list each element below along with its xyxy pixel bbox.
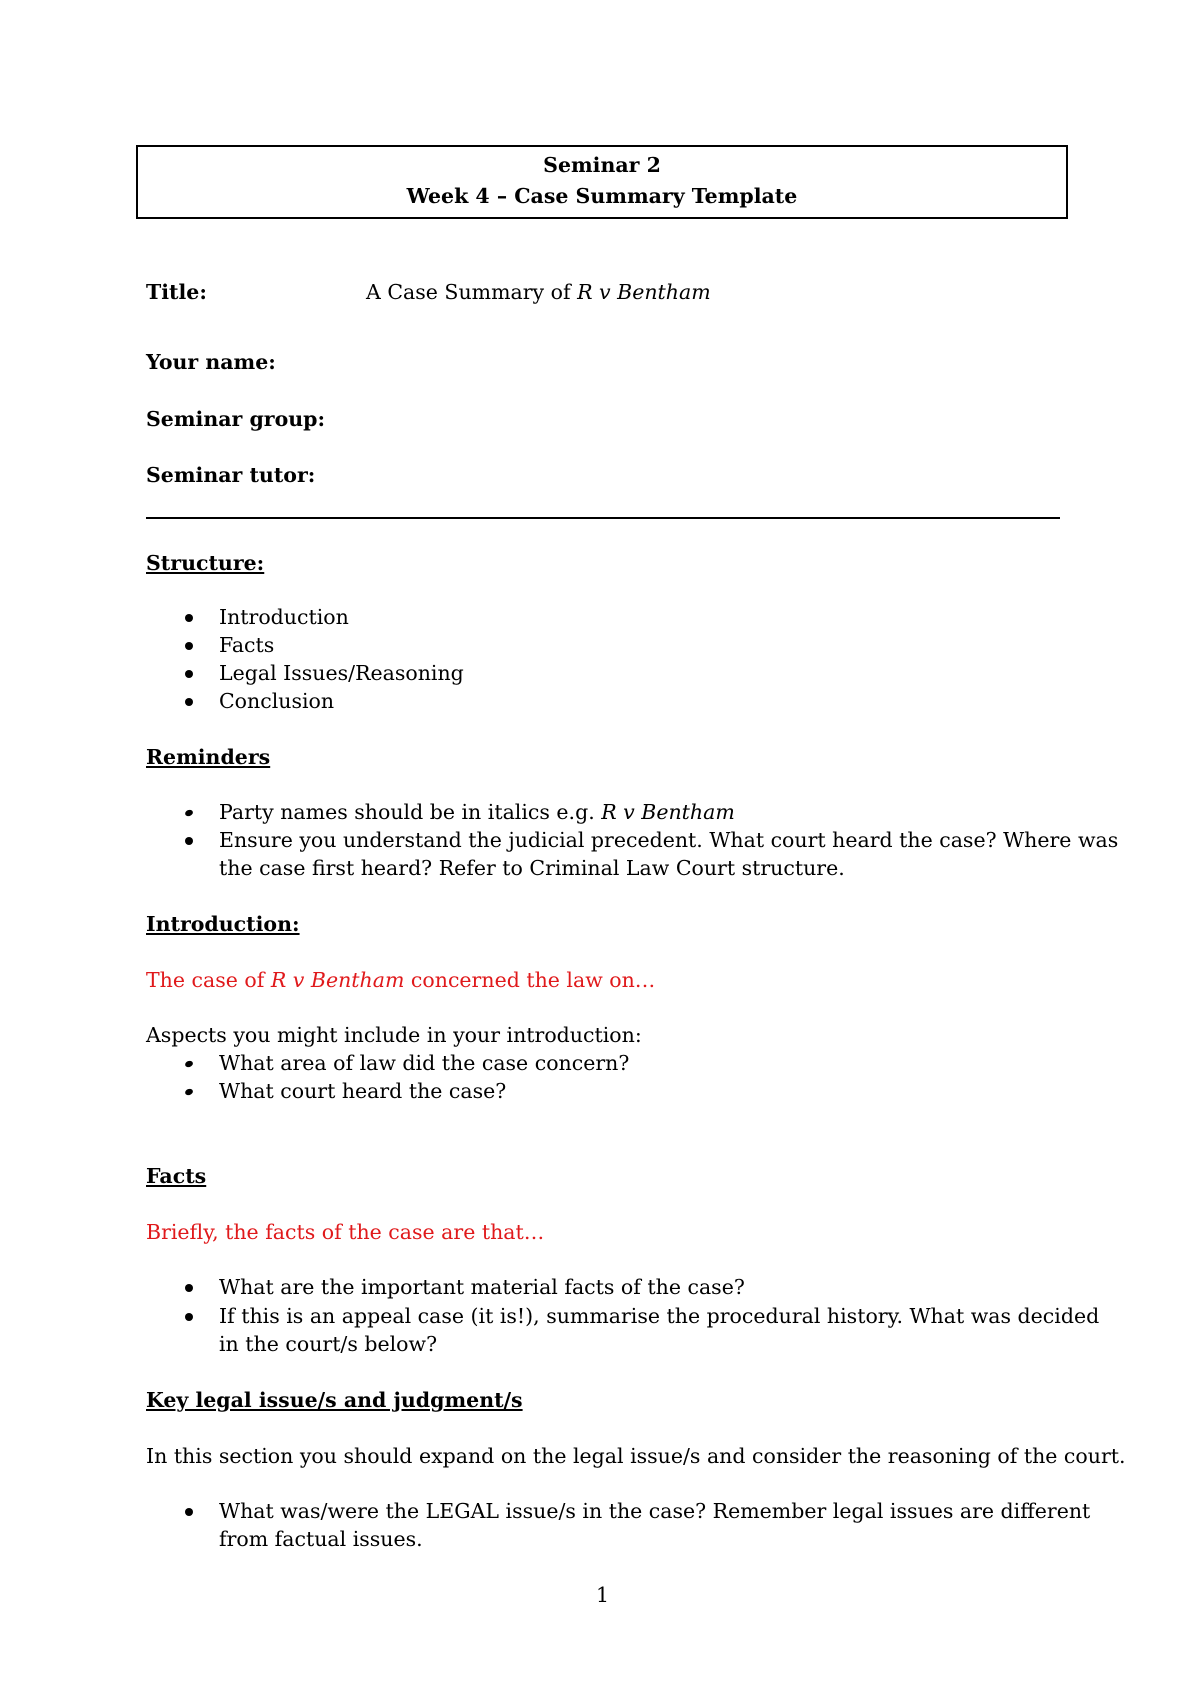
title-value [366, 280, 711, 304]
bullet-icon [185, 1284, 193, 1292]
page-number: 1 [596, 1583, 610, 1607]
structure-item-conclusion: Conclusion [219, 689, 335, 713]
introduction-prompt-prefix: The case of [146, 968, 271, 992]
your-name-label: Your name: [146, 350, 276, 374]
introduction-prompt [146, 968, 655, 992]
introduction-heading: Introduction: [146, 912, 300, 936]
bullet-icon [185, 670, 193, 678]
bullet-icon [184, 809, 194, 817]
bullet-icon [185, 1508, 193, 1516]
horizontal-rule [146, 517, 1060, 519]
structure-item-introduction: Introduction [219, 605, 349, 629]
reminder-item-precedent-line1: Ensure you understand the judicial precedent. What court heard the case? Where was [219, 828, 1119, 852]
seminar-group-label: Seminar group: [146, 407, 326, 431]
reminder-case-name: R v Bentham [601, 800, 735, 824]
reminder-item-italics [219, 800, 735, 824]
bullet-icon [185, 1313, 193, 1321]
bullet-icon [185, 642, 193, 650]
template-title: Week 4 – Case Summary Template [406, 184, 798, 208]
bullet-icon [185, 614, 193, 622]
facts-prompt: Briefly, the facts of the case are that… [146, 1220, 545, 1244]
legal-item-line2: from factual issues. [219, 1527, 423, 1551]
title-prefix: A Case Summary of [366, 280, 578, 304]
introduction-aspects: Aspects you might include in your introduction: [146, 1023, 642, 1047]
facts-item-material: What are the important material facts of the case? [219, 1275, 745, 1299]
seminar-title: Seminar 2 [543, 153, 661, 177]
title-case-name: R v Bentham [577, 280, 711, 304]
introduction-prompt-suffix: concerned the law on… [404, 968, 656, 992]
structure-item-facts: Facts [219, 633, 275, 657]
reminder-italics-text: Party names should be in italics e.g. [219, 800, 602, 824]
introduction-item-court: What court heard the case? [219, 1079, 507, 1103]
bullet-icon [184, 1088, 194, 1096]
reminder-item-precedent-line2: the case first heard? Refer to Criminal Law Court structure. [219, 856, 845, 880]
introduction-item-area: What area of law did the case concern? [219, 1051, 630, 1075]
bullet-icon [185, 698, 193, 706]
introduction-case-name: R v Bentham [270, 968, 405, 992]
facts-item-appeal-line1: If this is an appeal case (it is!), summarise the procedural history. What was decided [219, 1304, 1100, 1328]
reminders-heading: Reminders [146, 745, 271, 769]
legal-issues-heading: Key legal issue/s and judgment/s [146, 1388, 523, 1412]
structure-item-legal-issues: Legal Issues/Reasoning [219, 661, 464, 685]
facts-item-appeal-line2: in the court/s below? [219, 1332, 438, 1356]
legal-item-line1: What was/were the LEGAL issue/s in the case? Remember legal issues are different [219, 1499, 1091, 1523]
legal-issues-intro: In this section you should expand on the legal issue/s and consider the reasoning of the court. [146, 1444, 1126, 1468]
header-box [136, 145, 1068, 219]
structure-heading: Structure: [146, 551, 265, 575]
title-label: Title: [146, 280, 207, 304]
bullet-icon [184, 1060, 194, 1068]
bullet-icon [185, 837, 193, 845]
seminar-tutor-label: Seminar tutor: [146, 463, 316, 487]
facts-heading: Facts [146, 1164, 207, 1188]
